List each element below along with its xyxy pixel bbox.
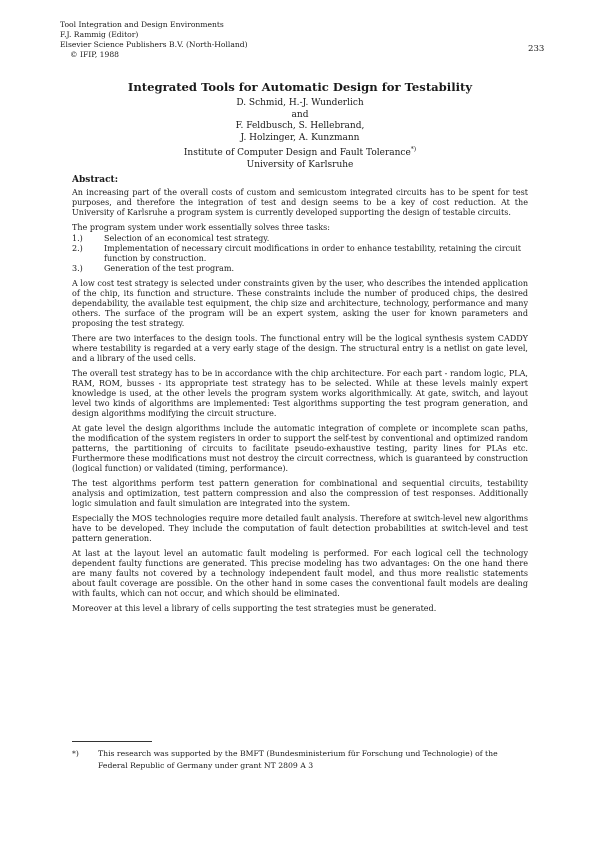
running-header <box>60 20 248 60</box>
abstract-paragraph: An increasing part of the overall costs of custom and semicustom integrated circuits has to be spent for test purposes, and therefore the integration of test and design seems to be a key of cost reduction. At the University of Karlsruhe a program system is currently developed supporting the design of testable circuits. <box>72 188 528 217</box>
abstract-paragraph: At gate level the design algorithms include the automatic integration of complete or incomplete scan paths, the modification of the system registers in order to support the self-test by conventional and optimized random patterns, the partitioning of circuits to facilitate pseudo-exhaustive testing, parity lines for PLAs etc. Furthermore these modifications must not destroy the circuit correctness, which is guaranteed by construction (logical function) or validated (timing, performance). <box>72 424 528 473</box>
task-text: Generation of the test program. <box>104 264 235 273</box>
institute-footnote-mark: *) <box>410 146 417 153</box>
affiliation-university: University of Karlsruhe <box>246 159 354 170</box>
authors-and: and <box>291 109 309 120</box>
abstract-paragraph: The overall test strategy has to be in accordance with the chip architecture. For each part - random logic, PLA, RAM, ROM, busses - its appropriate test strategy has to be selected. While at these levels mainly expert knowledge is used, at the other levels the program system works algorithmically. At gate, switch, and layout level two kinds of algorithms are implemented: Test algorithms supporting the test program generation, and design algorithms modifying the circuit structure. <box>72 369 528 418</box>
task-number: 1.) <box>72 234 83 243</box>
authors-line-1: D. Schmid, H.-J. Wunderlich <box>236 98 364 108</box>
paper-title: Integrated Tools for Automatic Design for Testability <box>127 80 473 94</box>
abstract-paragraph: Moreover at this level a library of cells supporting the test strategies must be generated. <box>72 604 437 613</box>
footnote-mark: *) <box>72 749 79 758</box>
task-item <box>72 264 528 274</box>
institute-name: Institute of Computer Design and Fault Tolerance <box>183 148 411 158</box>
abstract-paragraph: The program system under work essentially solves three tasks: <box>72 223 330 232</box>
footnote <box>72 748 512 772</box>
footnote-text: This research was supported by the BMFT (Bundesministerium für Forschung und Technologie) of the Federal Republic of Germany under grant NT 2809 A 3 <box>98 749 498 770</box>
abstract-paragraph: At last at the layout level an automatic fault modeling is performed. For each logical cell the technology dependent faulty functions are generated. This precise modeling has two advantages: On the one hand there are many faults not covered by a technology independent fault model, and thus more realistic statements about fault coverage are possible. On the other hand in some cases the conventional fault models are dealing with faults, which can not occur, and which should be eliminated. <box>72 549 528 598</box>
editor-line: F.J. Rammig (Editor) <box>60 30 139 39</box>
abstract-body <box>72 175 528 619</box>
abstract-paragraph: The test algorithms perform test pattern generation for combinational and sequential circuits, testability analysis and optimization, test pattern compression and also the compression of test responses. Additionally logic simulation and fault simulation are integrated into the system. <box>72 479 528 508</box>
task-list <box>72 234 528 274</box>
abstract-paragraph: Especially the MOS technologies require more detailed fault analysis. Therefore at switch-level new algorithms have to be developed. They include the computation of fault detection probabilities at switch-level and test pattern generation. <box>72 514 528 543</box>
publisher-line: Elsevier Science Publishers B.V. (North-Holland) <box>60 40 248 49</box>
copyright-line: © IFIP, 1988 <box>70 50 120 59</box>
copyright-text: IFIP, 1988 <box>80 50 120 59</box>
abstract-heading: Abstract: <box>72 175 119 185</box>
abstract-paragraph: There are two interfaces to the design tools. The functional entry will be the logical synthesis system CADDY where testability is regarded at a very early stage of the design. The structural entry is a netlist on gate level, and a library of the used cells. <box>72 334 528 363</box>
footnote-divider <box>72 741 152 742</box>
task-number: 2.) <box>72 244 83 253</box>
abstract-paragraph: A low cost test strategy is selected under constraints given by the user, who describes the intended application of the chip, its function and structure. These constraints include the number of produced chips, the desired dependability, the available test equipment, the chip size and architecture, technology, performance and many others. The surface of the program will be an expert system, asking the user for known parameters and proposing the test strategy. <box>72 279 528 328</box>
page-number: 233 <box>528 44 545 54</box>
task-item <box>72 234 528 244</box>
task-item <box>72 244 528 264</box>
task-text: Implementation of necessary circuit modifications in order to enhance testability, retaining the circuit function by construction. <box>104 244 522 263</box>
task-text: Selection of an economical test strategy. <box>104 234 270 243</box>
author-block <box>0 98 600 171</box>
task-number: 3.) <box>72 264 83 273</box>
series-title: Tool Integration and Design Environments <box>60 20 224 29</box>
affiliation-institute <box>0 144 600 160</box>
authors-line-2: F. Feldbusch, S. Hellebrand, <box>235 121 365 131</box>
authors-line-3: J. Holzinger, A. Kunzmann <box>240 132 360 143</box>
